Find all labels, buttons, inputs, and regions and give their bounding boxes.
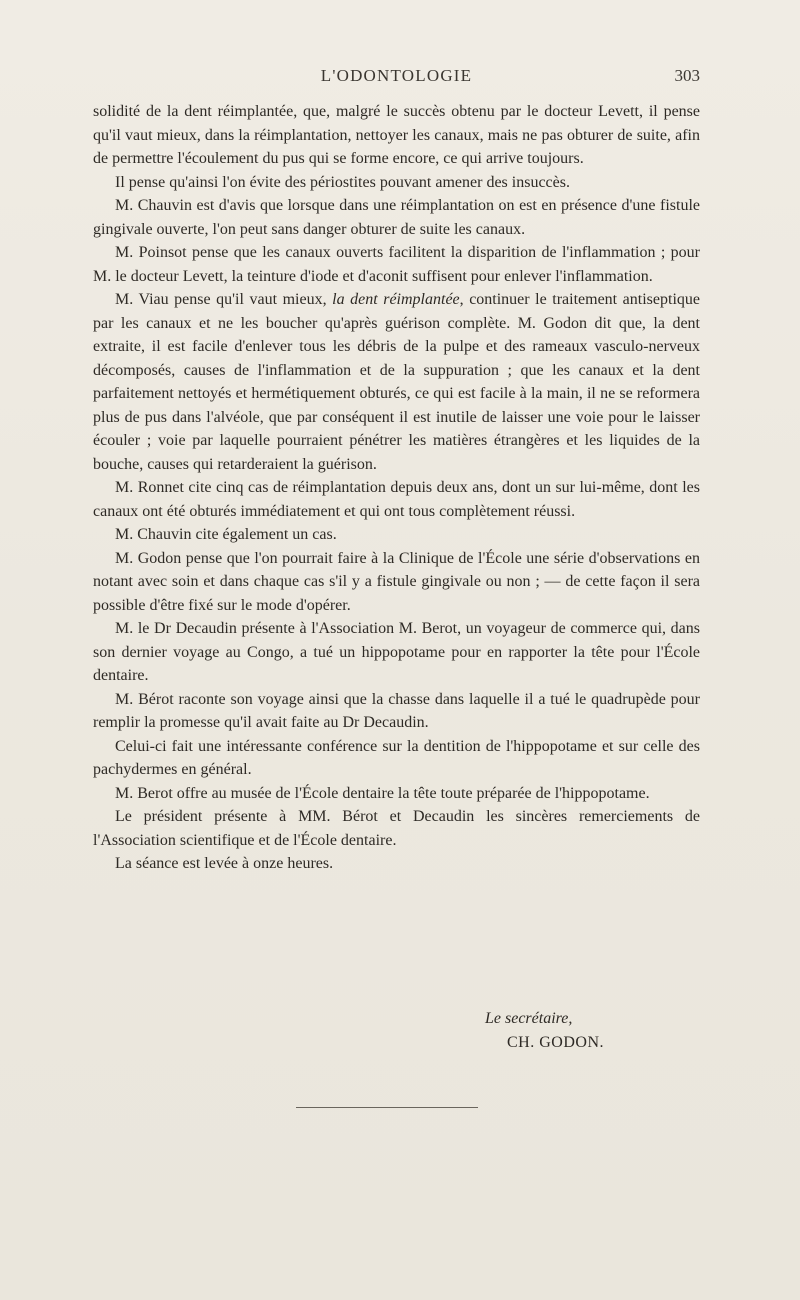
body-text [93,100,700,876]
paragraph-5-italic: la dent réimplantée [332,291,460,308]
paragraph-14: La séance est levée à onze heures. [115,855,334,872]
paragraph-1: solidité de la dent réimplantée, que, malgré le succès obtenu par le docteur Levett, il pense qu'il vaut mieux, dans la réimplantation, nettoyer les canaux, mais ne pas obturer de suite, afin de permettre l'écoulement du pus qui se forme encore, ce qui arrive toujours. [93,103,700,167]
paragraph-9: M. le Dr Decaudin présente à l'Association M. Berot, un voyageur de commerce qui, dans son dernier voyage au Congo, a tué un hippopotame pour en rapporter la tête pour l'École dentaire. [93,620,700,684]
signature-name: CH. GODON. [507,1034,604,1051]
paragraph-5 [93,288,700,476]
paragraph-3: M. Chauvin est d'avis que lorsque dans une réimplantation on est en présence d'une fistule gingivale ouverte, l'on peut sans danger obturer de suite les canaux. [93,197,700,238]
journal-title: L'ODONTOLOGIE [320,66,473,85]
signature-role: Le secrétaire, [485,1010,573,1027]
running-head [93,66,700,92]
paragraph-5-start: M. Viau pense qu'il vaut mieux, [115,291,333,308]
paragraph-13: Le président présente à MM. Bérot et Decaudin les sincères remerciements de l'Association scientifique et de l'École dentaire. [93,808,700,849]
paragraph-7: M. Chauvin cite également un cas. [115,526,337,543]
paragraph-2: Il pense qu'ainsi l'on évite des périostites pouvant amener des insuccès. [115,173,570,191]
paragraph-11: Celui-ci fait une intéressante conférence sur la dentition de l'hippopotame et sur celle des pachydermes en général. [93,737,700,778]
paragraph-12: M. Berot offre au musée de l'École dentaire la tête toute préparée de l'hippopotame. [115,784,650,802]
paragraph-4: M. Poinsot pense que les canaux ouverts facilitent la disparition de l'inflammation ; pour M. le docteur Levett, la teinture d'iode et d'aconit suffisent pour enlever l'inflammation. [93,244,700,285]
paragraph-10: M. Bérot raconte son voyage ainsi que la chasse dans laquelle il a tué le quadrupède pour remplir la promesse qu'il avait faite au Dr Decaudin. [93,690,700,731]
paragraph-5-end: , continuer le traitement antiseptique par les canaux et ne les boucher qu'après guérison complète. M. Godon dit que, la dent extraite, il est facile d'enlever tous les débris de la pulpe et des rameaux vasculo-nerveux décomposés, causes de l'inflammation et de la suppuration ; que les canaux et la dent parfaitement nettoyés et hermétiquement obturés, ce qui est facile à la main, il ne se reformera plus de pus dans l'alvéole, que par conséquent il est inutile de laisser une voie pour le laisser écouler ; voie par laquelle pourraient pénétrer les matières étrangères et les liquides de la bouche, causes qui retarderaient la guérison. [93,291,700,473]
paragraph-6: M. Ronnet cite cinq cas de réimplantation depuis deux ans, dont un sur lui-même, dont les canaux ont été obturés immédiatement et qui ont tous complètement réussi. [93,479,700,520]
signature-block [93,1010,700,1070]
end-rule-divider [296,1107,478,1108]
paragraph-8: M. Godon pense que l'on pourrait faire à la Clinique de l'École une série d'observations en notant avec soin et dans chaque cas s'il y a fistule gingivale ou non ; — de cette façon il sera possible d'être fixé sur le mode d'opérer. [93,549,700,614]
page-number: 303 [674,66,700,85]
